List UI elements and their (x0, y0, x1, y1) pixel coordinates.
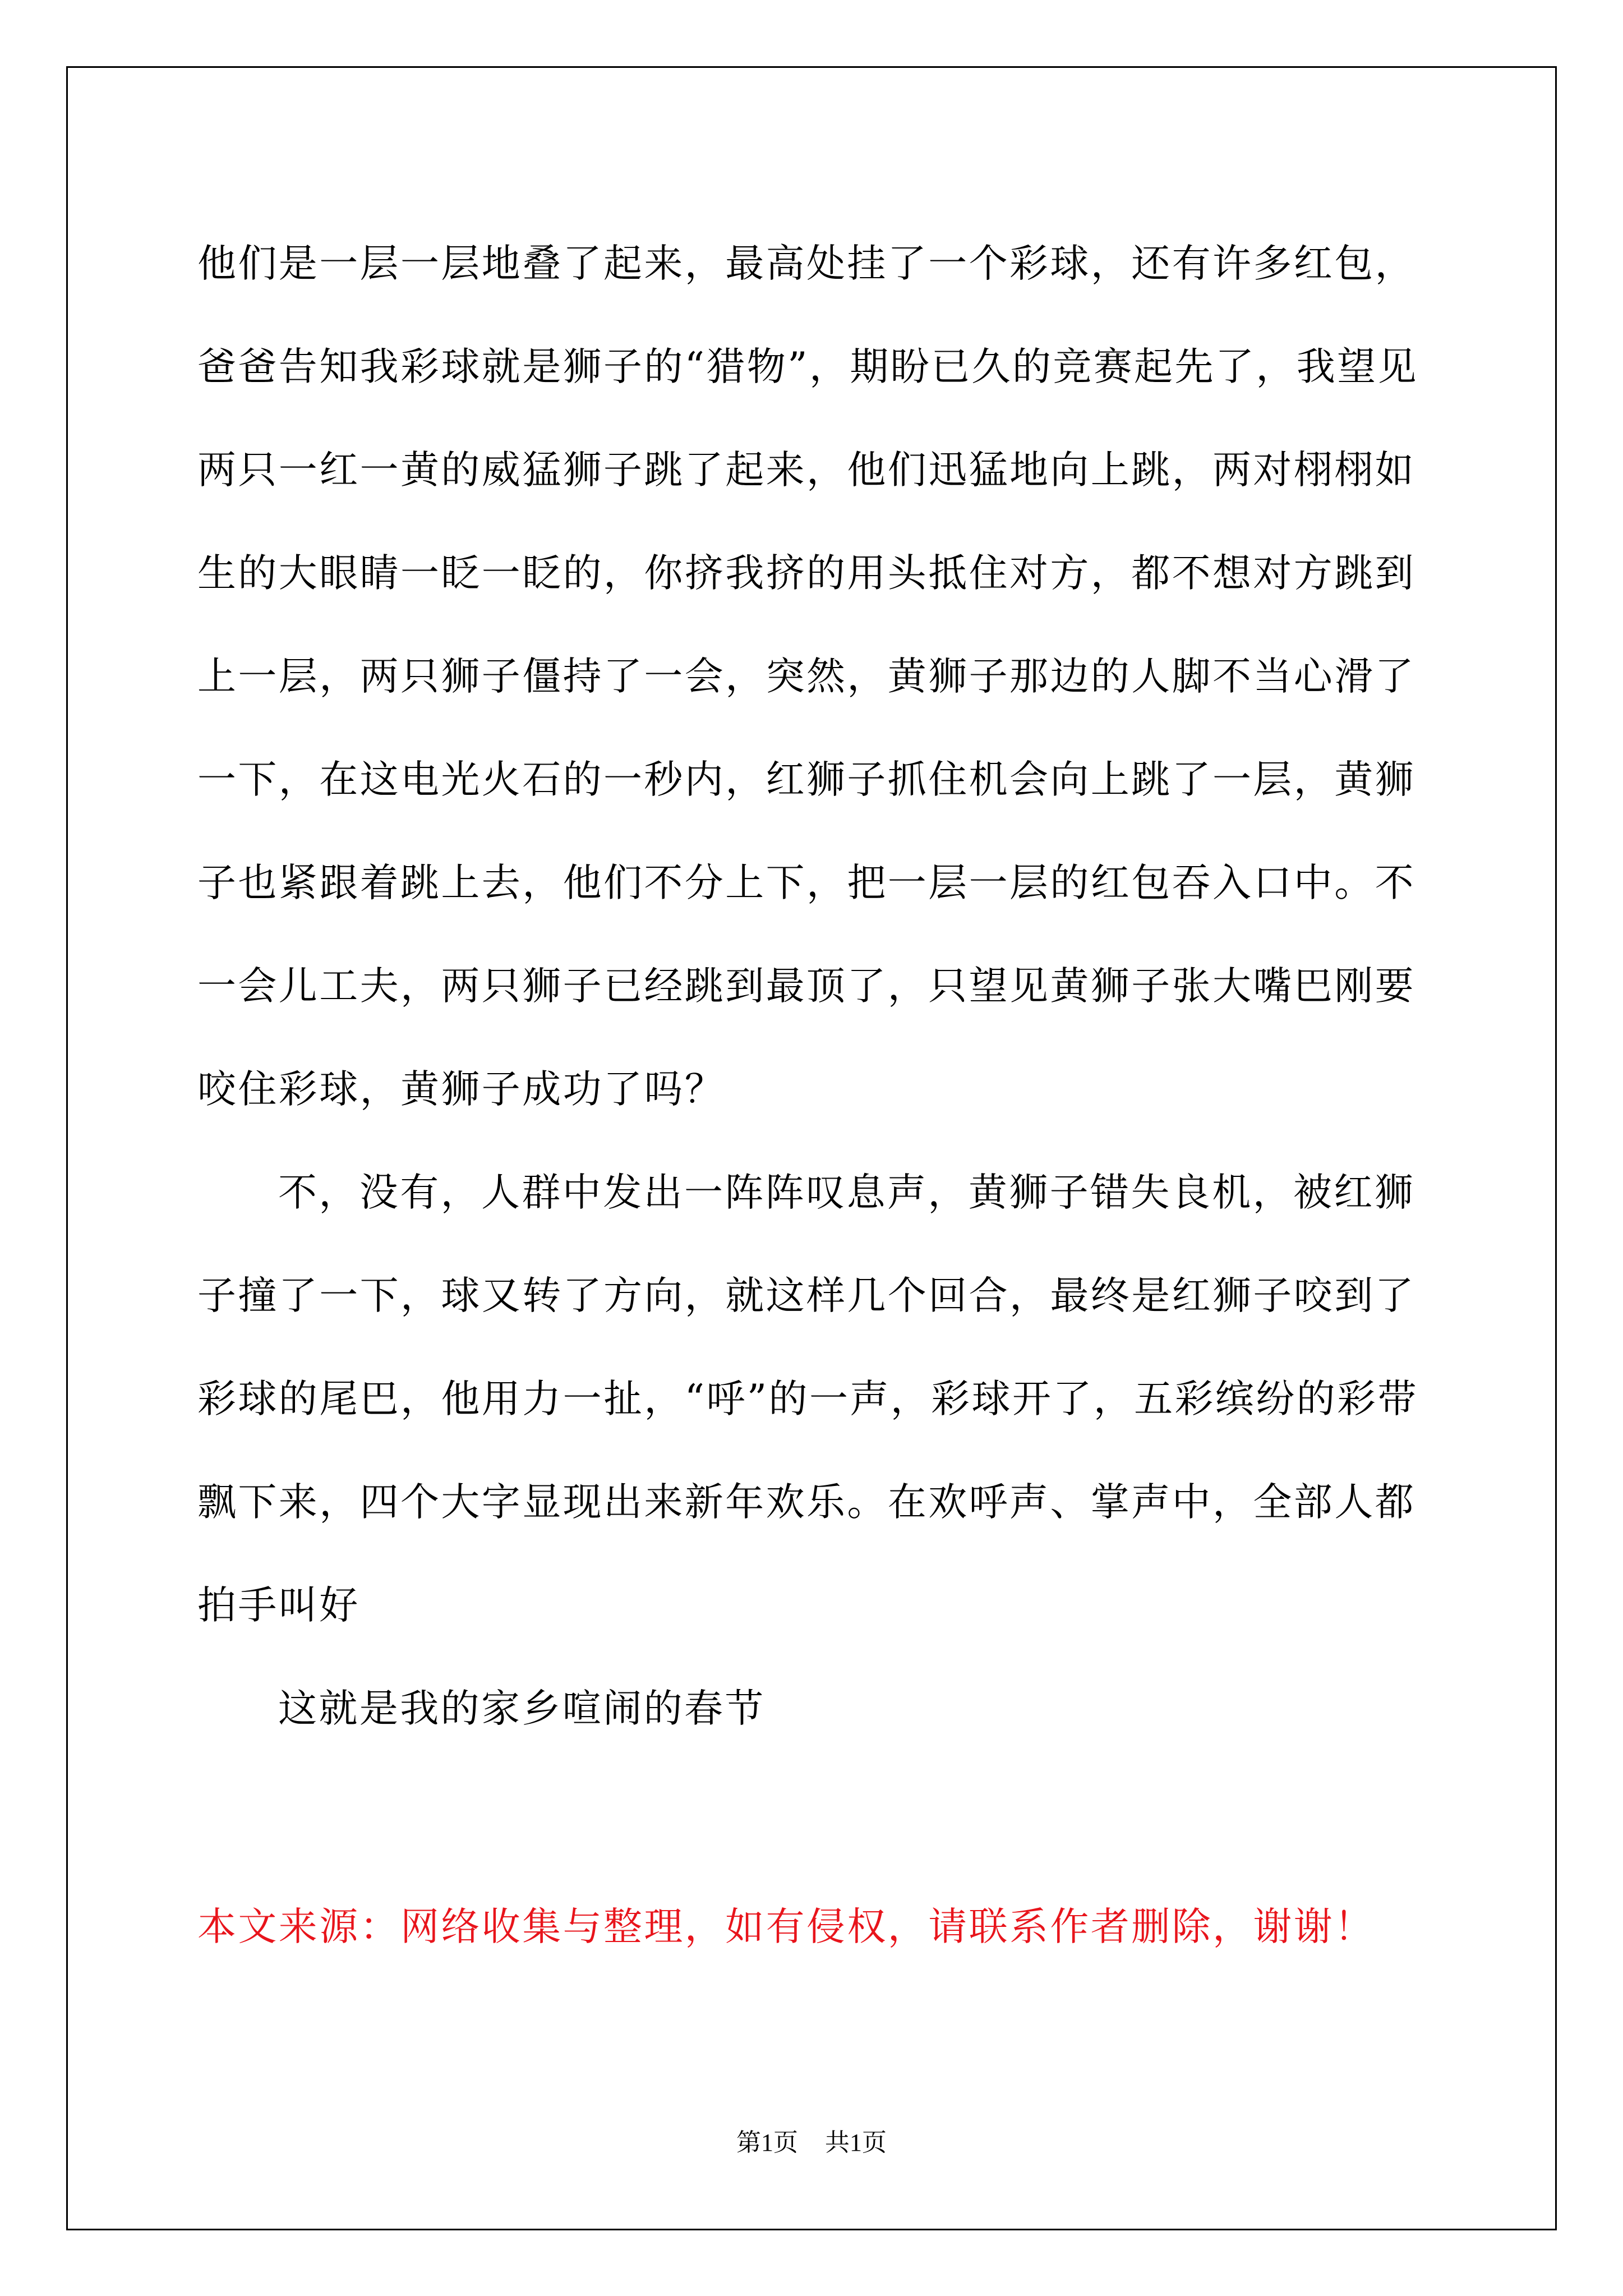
paragraph-1: 他们是一层一层地叠了起来，最高处挂了一个彩球，还有许多红包，爸爸告知我彩球就是狮子的“猎物”，期盼已久的竞赛起先了，我望见两只一红一黄的威猛狮子跳了起来，他们迅猛地向上跳，两对栩栩如生的大眼睛一眨一眨的，你挤我挤的用头抵住对方，都不想对方跳到上一层，两只狮子僵持了一会，突然，黄狮子那边的人脚不当心滑了一下，在这电光火石的一秒内，红狮子抓住机会向上跳了一层，黄狮子也紧跟着跳上去，他们不分上下，把一层一层的红包吞入口中。不一会儿工夫，两只狮子已经跳到最顶了，只望见黄狮子张大嘴巴刚要咬住彩球，黄狮子成功了吗？ (197, 241, 1418, 1112)
paragraph-2: 不，没有，人群中发出一阵阵叹息声，黄狮子错失良机，被红狮子撞了一下，球又转了方向，就这样几个回合，最终是红狮子咬到了彩球的尾巴，他用力一扯，“呼”的一声，彩球开了，五彩缤纷的彩带飘下来，四个大字显现出来新年欢乐。在欢呼声、掌声中，全部人都拍手叫好 (197, 1170, 1418, 1628)
source-notice: 本文来源：网络收集与整理，如有侵权，请联系作者删除，谢谢！ (197, 1904, 1375, 1949)
page-number-total: 共1页 (825, 2129, 887, 2156)
page-number-current: 第1页 (736, 2129, 798, 2156)
page-footer (0, 2126, 1623, 2160)
document-body (197, 212, 1431, 1760)
paragraph-3: 这就是我的家乡喧闹的春节 (278, 1686, 766, 1731)
